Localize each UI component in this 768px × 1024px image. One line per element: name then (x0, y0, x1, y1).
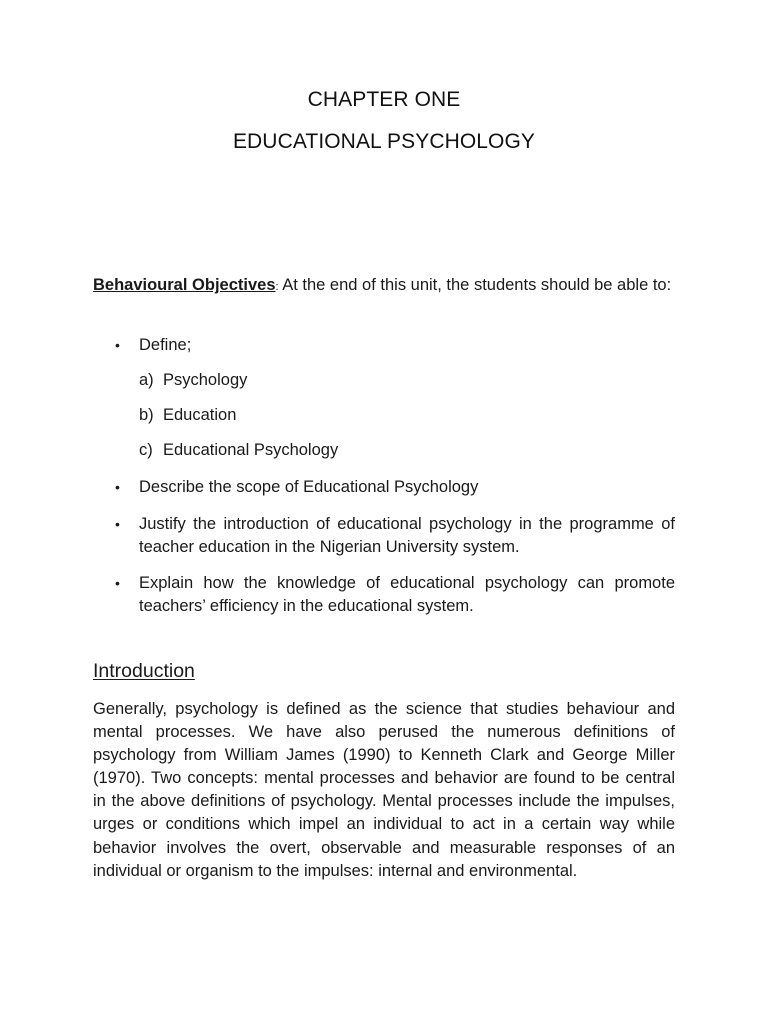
objectives-label: Behavioural Objectives (93, 276, 276, 294)
sub-list-letter: a) (139, 371, 154, 389)
list-item-text: Justify the introduction of educational psychology in the programme of teacher education in the Nigerian University system. (139, 515, 675, 556)
subject-heading: EDUCATIONAL PSYCHOLOGY (232, 130, 536, 153)
sub-list-item (139, 404, 675, 427)
bullet-icon: • (115, 516, 120, 532)
objectives-intro-text: At the end of this unit, the students should be able to: (278, 276, 672, 294)
sub-list-item (139, 369, 675, 392)
sub-list-letter: c) (139, 441, 153, 459)
chapter-heading: CHAPTER ONE (307, 88, 461, 111)
bullet-icon: • (115, 575, 120, 591)
introduction-heading: Introduction (93, 660, 195, 682)
list-item-text: Define; (139, 336, 192, 354)
sub-list-text: Psychology (163, 371, 248, 389)
sub-list-letter: b) (139, 406, 154, 424)
objectives-colon: : (275, 281, 279, 293)
list-item-text: Explain how the knowledge of educational psychology can promote teachers’ efficiency in the educational system. (139, 574, 675, 615)
sub-list-item (139, 439, 675, 462)
sub-list-text: Education (163, 406, 237, 424)
bullet-icon: • (115, 337, 120, 353)
sub-list-text: Educational Psychology (163, 441, 339, 459)
bullet-icon: • (115, 479, 120, 495)
list-item-text: Describe the scope of Educational Psychology (139, 478, 479, 496)
objectives-intro (93, 274, 675, 299)
introduction-paragraph: Generally, psychology is defined as the science that studies behaviour and mental processes. We have also perused the numerous definitions of psychology from William James (1990) to Kenneth Clark and George Miller (1970). Two concepts: mental processes and behavior are found to be central in the above definitions of psychology. Mental processes include the impulses, urges or conditions which impel an individual to act in a certain way while behavior involves the overt, observable and measurable responses of an individual or organism to the impulses: internal and environmental. (93, 700, 675, 880)
